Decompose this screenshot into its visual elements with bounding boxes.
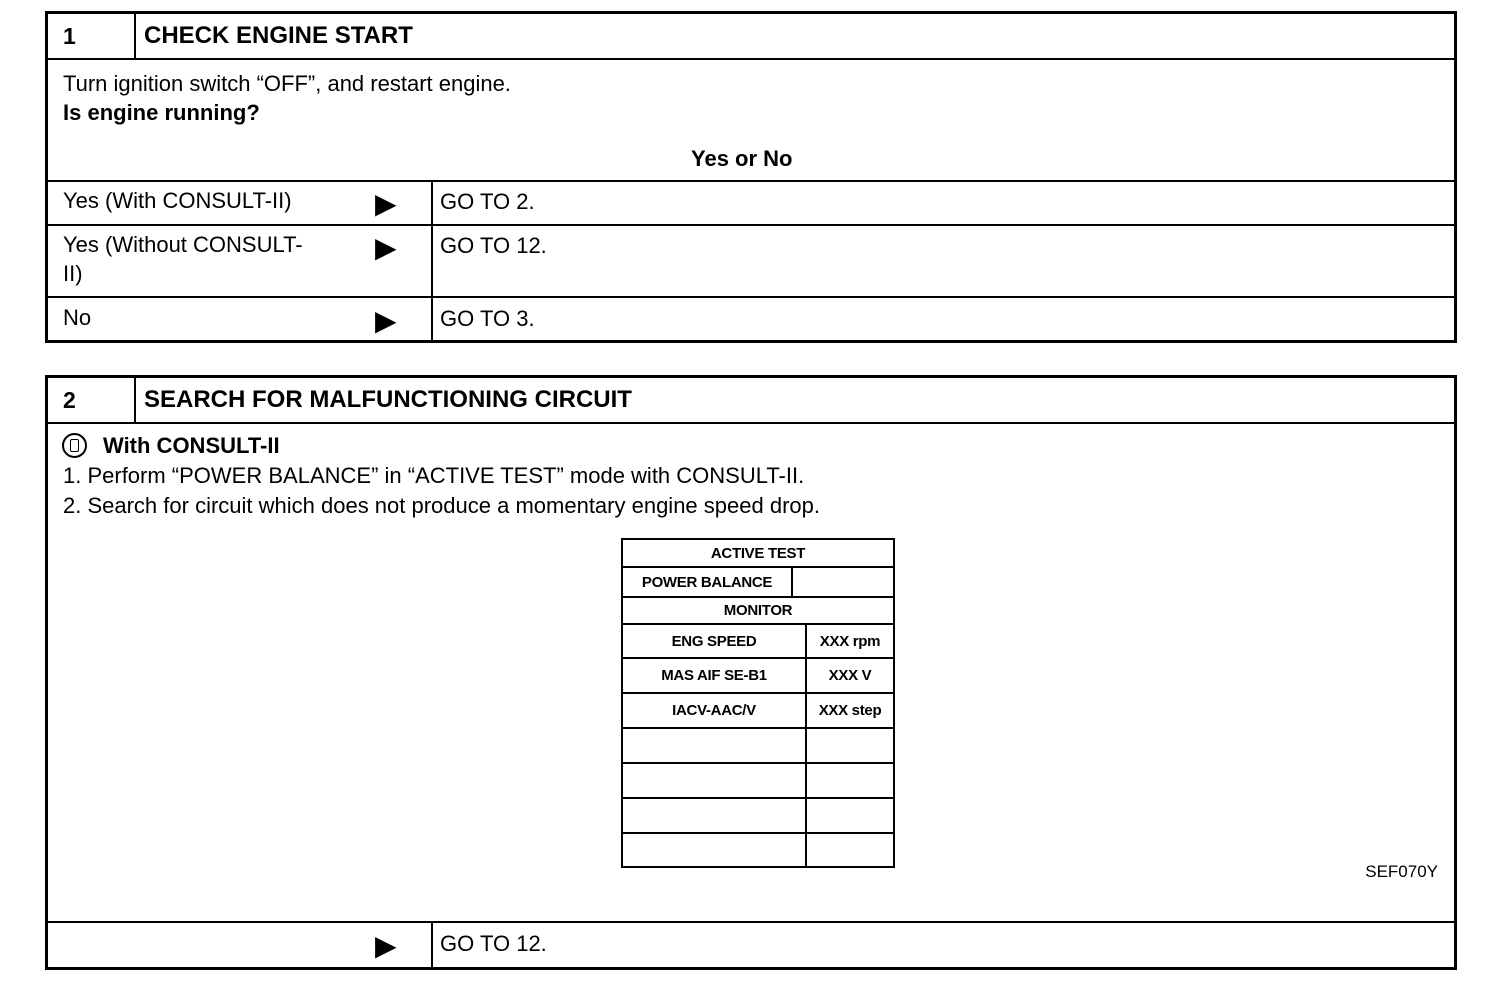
arrow-right-icon: ▶ bbox=[375, 305, 397, 336]
monitor-data-row bbox=[623, 625, 893, 659]
monitor-value: XXX V bbox=[828, 667, 872, 684]
consult-icon bbox=[62, 433, 87, 458]
monitor-data-row bbox=[623, 659, 893, 694]
step-2-title: SEARCH FOR MALFUNCTIONING CIRCUIT bbox=[144, 386, 632, 413]
monitor-item: ENG SPEED bbox=[671, 632, 757, 650]
answer-condition-continued: II) bbox=[63, 261, 83, 286]
divider bbox=[805, 764, 807, 797]
procedure-step: 1. Perform “POWER BALANCE” in “ACTIVE TEST” mode with CONSULT-II. bbox=[63, 463, 805, 488]
step-1-header bbox=[48, 14, 1454, 60]
divider bbox=[48, 180, 1454, 182]
step-1-block bbox=[45, 11, 1457, 343]
step-1-title: CHECK ENGINE START bbox=[144, 22, 413, 49]
step-1-instruction: Turn ignition switch “OFF”, and restart engine. bbox=[63, 71, 511, 96]
figure-test-value bbox=[793, 568, 893, 596]
step-1-question: Is engine running? bbox=[63, 100, 260, 125]
arrow-right-icon: ▶ bbox=[375, 188, 397, 219]
arrow-right-icon: ▶ bbox=[375, 930, 397, 961]
monitor-empty-row bbox=[623, 764, 893, 799]
monitor-data-row bbox=[623, 694, 893, 729]
step-2-number: 2 bbox=[48, 378, 136, 422]
figure-title: ACTIVE TEST bbox=[710, 544, 806, 562]
answer-action[interactable]: GO TO 12. bbox=[440, 233, 547, 258]
answer-column-divider bbox=[431, 181, 433, 340]
method-row bbox=[48, 428, 648, 463]
divider bbox=[805, 834, 807, 866]
answer-header: Yes or No bbox=[691, 146, 793, 171]
monitor-empty-row bbox=[623, 834, 893, 866]
method-label: With CONSULT-II bbox=[103, 433, 280, 458]
step-2-header bbox=[48, 378, 1454, 424]
figure-test-row bbox=[623, 568, 893, 598]
answer-action[interactable]: GO TO 12. bbox=[440, 931, 547, 956]
answer-action[interactable]: GO TO 2. bbox=[440, 189, 535, 214]
divider bbox=[805, 729, 807, 762]
active-test-figure bbox=[621, 538, 895, 868]
figure-title-row bbox=[623, 540, 893, 568]
monitor-empty-row bbox=[623, 799, 893, 834]
monitor-value: XXX step bbox=[818, 702, 882, 719]
divider bbox=[48, 296, 1454, 298]
figure-test-item: POWER BALANCE bbox=[641, 573, 773, 591]
monitor-item: IACV-AAC/V bbox=[672, 702, 756, 719]
monitor-value: XXX rpm bbox=[819, 632, 881, 650]
step-1-number: 1 bbox=[48, 14, 136, 58]
monitor-empty-row bbox=[623, 729, 893, 764]
step-2-block bbox=[45, 375, 1457, 970]
divider bbox=[48, 224, 1454, 226]
answer-column-divider bbox=[431, 922, 433, 967]
arrow-right-icon: ▶ bbox=[375, 232, 397, 263]
divider bbox=[48, 921, 1454, 923]
figure-monitor-row bbox=[623, 598, 893, 625]
answer-condition: Yes (With CONSULT-II) bbox=[63, 188, 292, 213]
answer-action[interactable]: GO TO 3. bbox=[440, 306, 535, 331]
monitor-item: MAS AIF SE-B1 bbox=[661, 667, 767, 684]
procedure-step: 2. Search for circuit which does not produce a momentary engine speed drop. bbox=[63, 493, 820, 518]
figure-monitor-label: MONITOR bbox=[723, 602, 793, 619]
divider bbox=[805, 799, 807, 832]
answer-condition: No bbox=[63, 305, 92, 330]
figure-code: SEF070Y bbox=[1365, 862, 1438, 881]
answer-condition: Yes (Without CONSULT- bbox=[63, 232, 303, 257]
